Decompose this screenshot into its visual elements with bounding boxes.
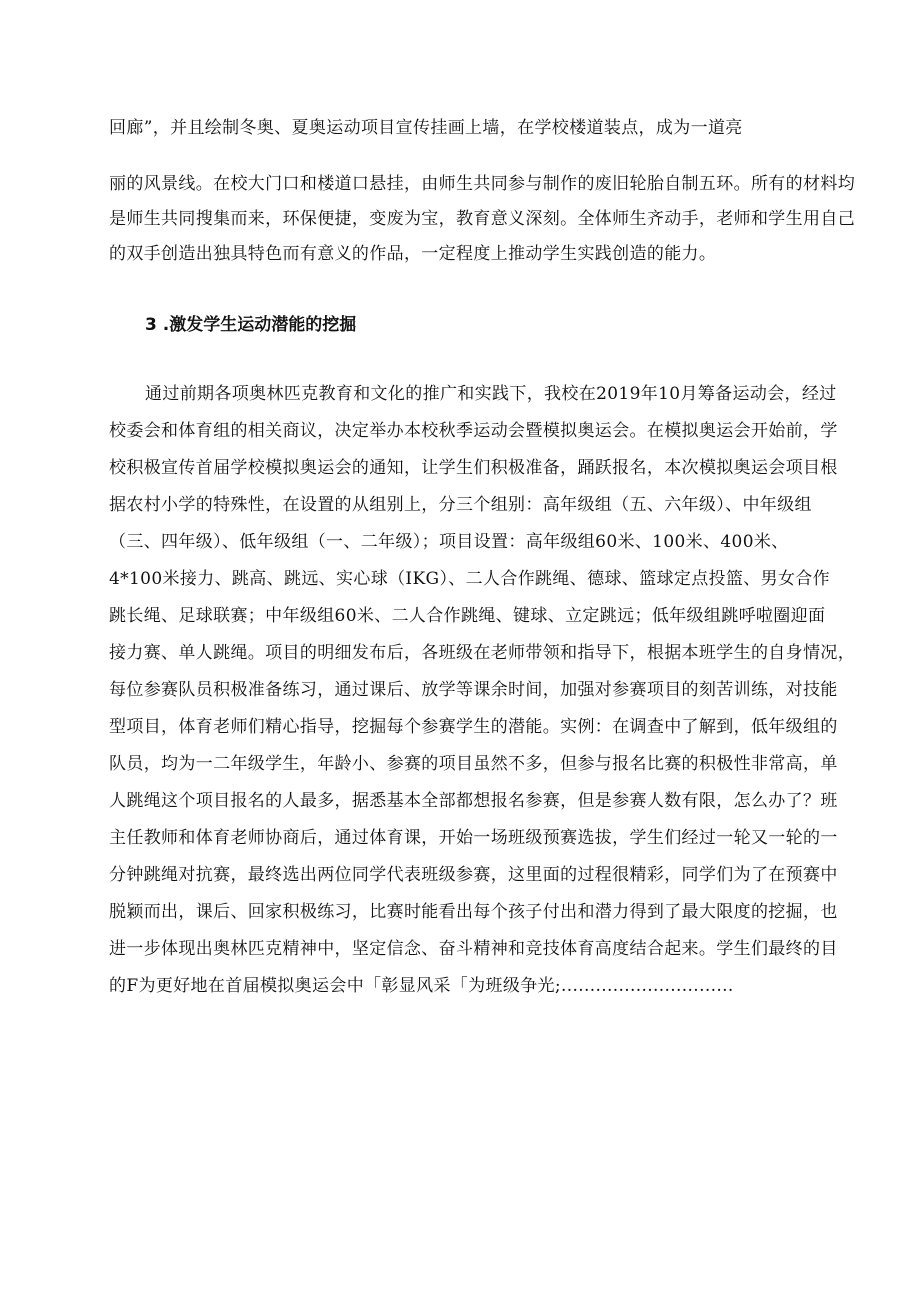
paragraph-2-line-11: 队员，均为一二年级学生，年龄小、参赛的项目虽然不多，但参与报名比赛的积极性非常高，单 bbox=[109, 754, 838, 774]
paragraph-1-line-3: 是师生共同搜集而来，环保便捷，变废为宝，教育意义深刻。全体师生齐动手，老师和学生用自己 bbox=[109, 209, 856, 229]
paragraph-2-line-2: 校委会和体育组的相关商议，决定举办本校秋季运动会暨模拟奥运会。在模拟奥运会开始前，学 bbox=[109, 421, 838, 441]
paragraph-2-line-15: 脱颖而出，课后、回家积极练习，比赛时能看出每个孩子付出和潜力得到了最大限度的挖掘，也 bbox=[109, 902, 838, 922]
paragraph-2-line-14: 分钟跳绳对抗赛，最终选出两位同学代表班级参赛，这里面的过程很精彩，同学们为了在预赛中 bbox=[109, 865, 838, 885]
paragraph-2-line-5: （三、四年级）、低年级组（一、二年级）；项目设置：高年级组60米、100米、400米、 bbox=[109, 532, 789, 552]
paragraph-2-line-16: 进一步体现出奥林匹克精神中，坚定信念、奋斗精神和竞技体育高度结合起来。学生们最终的目 bbox=[109, 939, 838, 959]
paragraph-2-line-3: 校积极宣传首届学校模拟奥运会的通知，让学生们积极准备，踊跃报名，本次模拟奥运会项目根 bbox=[109, 458, 838, 478]
paragraph-2-line-4: 据农村小学的特殊性，在设置的从组别上，分三个组别：高年级组（五、六年级）、中年级组 bbox=[109, 495, 812, 515]
paragraph-1-line-2: 丽的风景线。在校大门口和楼道口悬挂，由师生共同参与制作的废旧轮胎自制五环。所有的材料均 bbox=[109, 174, 856, 194]
paragraph-2-line-13: 主任教师和体育老师协商后，通过体育课，开始一场班级预赛选拔，学生们经过一轮又一轮的一 bbox=[109, 828, 838, 848]
paragraph-2-line-7: 跳长绳、足球联赛；中年级组60米、二人合作跳绳、键球、立定跳远；低年级组跳呼啦圈迎面 bbox=[109, 606, 826, 626]
paragraph-1-line-4: 的双手创造出独具特色而有意义的作品，一定程度上推动学生实践创造的能力。 bbox=[109, 244, 717, 264]
paragraph-2-line-12: 人跳绳这个项目报名的人最多，据悉基本全部都想报名参赛，但是参赛人数有限，怎么办了？班 bbox=[109, 791, 838, 811]
paragraph-2-line-8: 接力赛、单人跳绳。项目的明细发布后，各班级在老师带领和指导下，根据本班学生的自身情况， bbox=[109, 643, 856, 663]
paragraph-2-line-9: 每位参赛队员积极准备练习，通过课后、放学等课余时间，加强对参赛项目的刻苦训练，对技能 bbox=[109, 680, 838, 700]
paragraph-2-line-10: 型项目，体育老师们精心指导，挖掘每个参赛学生的潜能。实例：在调查中了解到，低年级组的 bbox=[109, 717, 838, 737]
paragraph-1-line-1: 回廊”，并且绘制冬奥、夏奥运动项目宣传挂画上墙，在学校楼道装点，成为一道亮 bbox=[109, 118, 743, 138]
paragraph-2-line-6: 4*100米接力、跳高、跳远、实心球（IKG）、二人合作跳绳、德球、篮球定点投篮、男女合作 bbox=[109, 569, 831, 589]
paragraph-2-line-17: 的F为更好地在首届模拟奥运会中「彰显风采「为班级争光;.............................. bbox=[109, 976, 734, 996]
section-heading: 3 .激发学生运动潜能的挖掘 bbox=[145, 315, 357, 335]
paragraph-2-line-1: 通过前期各项奥林匹克教育和文化的推广和实践下，我校在2019年10月筹备运动会，经过 bbox=[145, 384, 837, 404]
